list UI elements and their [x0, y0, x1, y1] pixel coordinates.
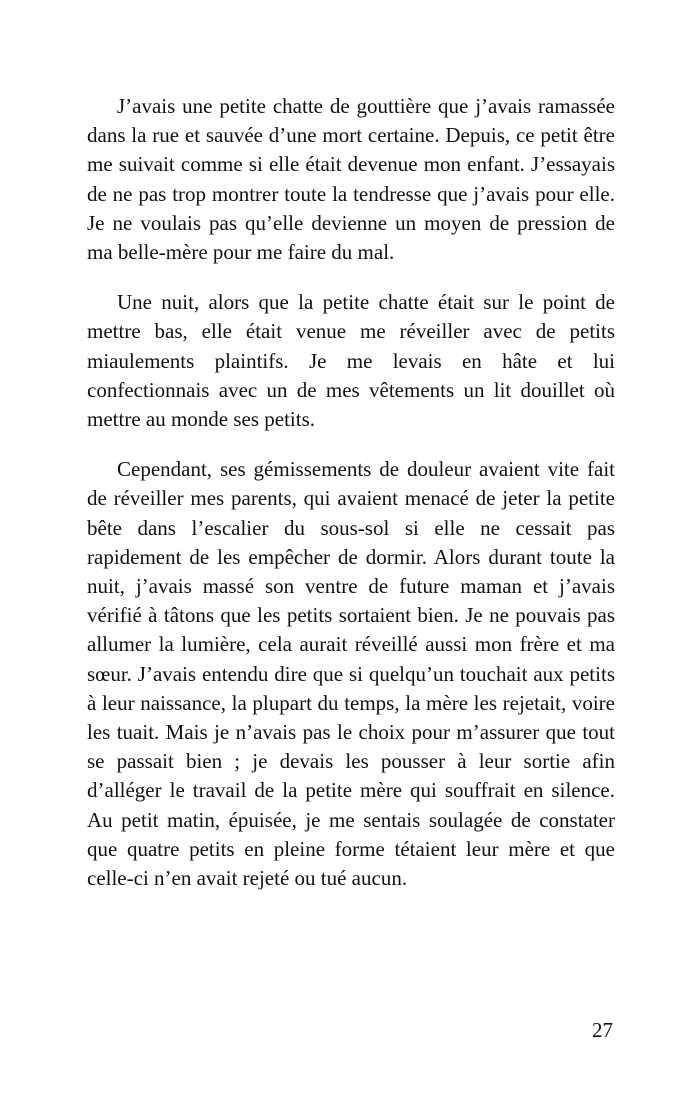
paragraph-2: Une nuit, alors que la petite chatte était sur le point de mettre bas, elle était venue me réveiller avec de petits miaulements plaintifs. Je me levais en hâte et lui confectionnais avec un de mes vêtements un lit douillet où mettre au monde ses petits.: [87, 290, 615, 432]
page-number: 27: [592, 1018, 613, 1042]
paragraph-1: J’avais une petite chatte de gouttière que j’avais ramassée dans la rue et sauvée d’une mort certaine. Depuis, ce petit être me suivait comme si elle était devenue mon enfant. J’essayais de ne pas trop montrer toute la tendresse que j’avais pour elle. Je ne voulais pas qu’elle devienne un moyen de pression de ma belle-mère pour me faire du mal.: [87, 94, 615, 265]
paragraph-3: Cependant, ses gémissements de douleur avaient vite fait de réveiller mes parents, qui avaient menacé de jeter la petite bête dans l’escalier du sous-sol si elle ne cessait pas rapidement de les empêcher de dormir. Alors durant toute la nuit, j’avais massé son ventre de future maman et j’avais vérifié à tâtons que les petits sortaient bien. Je ne pouvais pas allumer la lumière, cela aurait réveillé aussi mon frère et ma sœur. J’avais entendu dire que si quelqu’un touchait aux petits à leur naissance, la plupart du temps, la mère les rejetait, voire les tuait. Mais je n’avais pas le choix pour m’assurer que tout se passait bien ; je devais les pousser à leur sortie afin d’alléger le travail de la petite mère qui souffrait en silence. Au petit matin, épuisée, je me sentais soulagée de constater que quatre petits en pleine forme tétaient leur mère et que celle-ci n’en avait rejeté ou tué aucun.: [87, 457, 615, 891]
text-block: [87, 92, 615, 893]
